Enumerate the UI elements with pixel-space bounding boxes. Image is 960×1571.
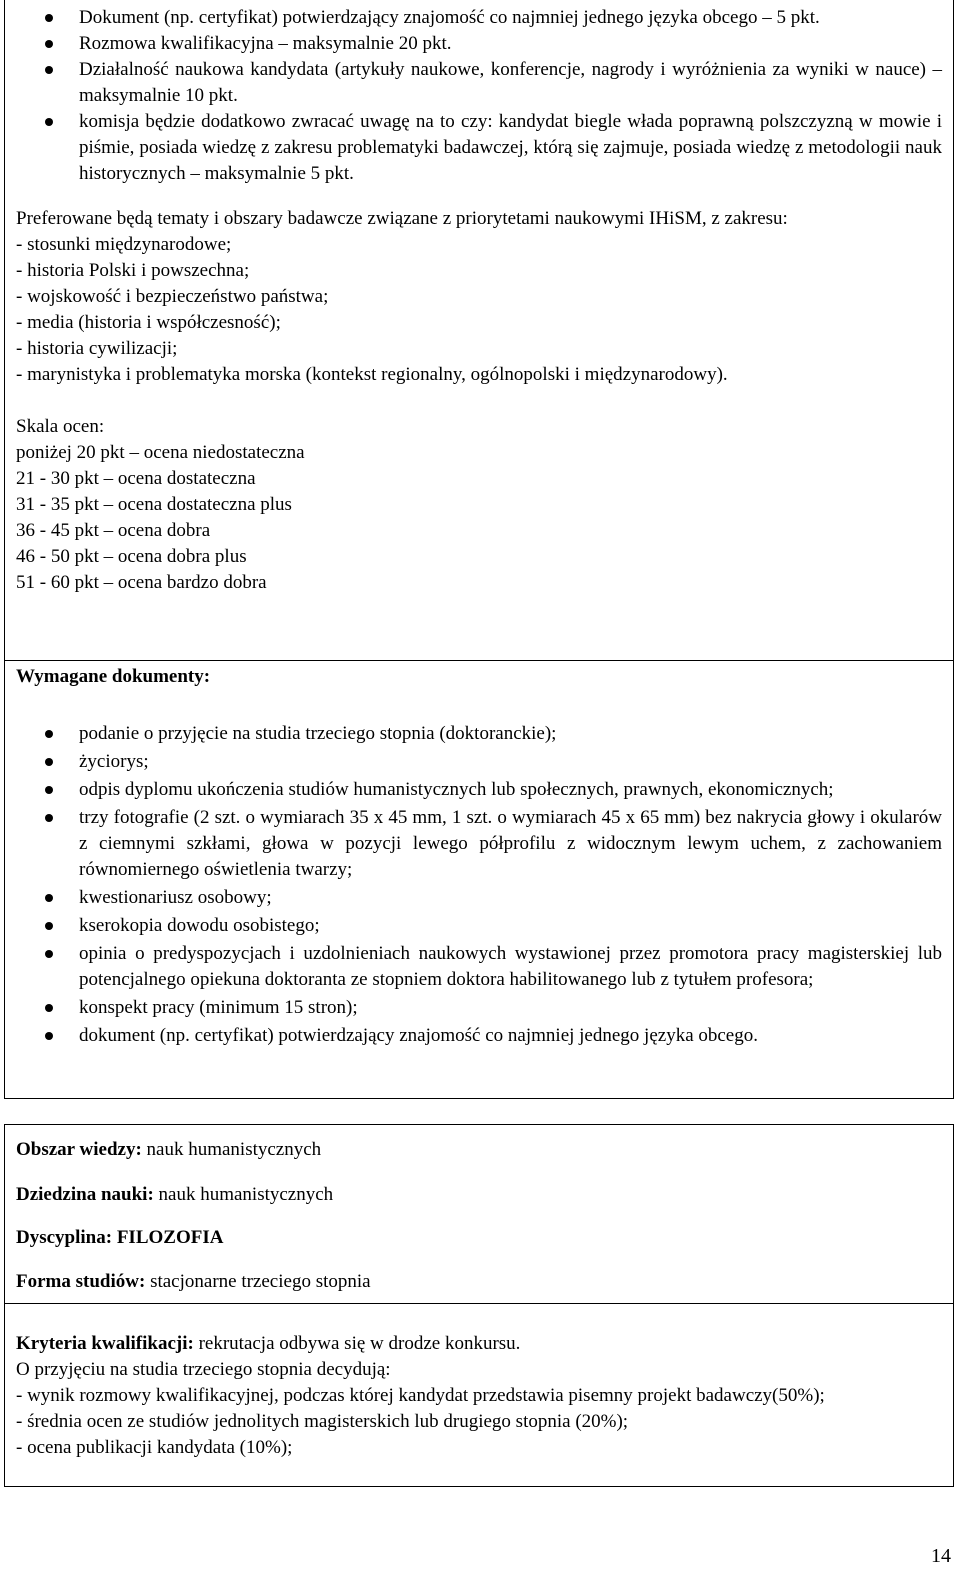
forma-studiow: Forma studiów: stacjonarne trzeciego stopnia xyxy=(16,1271,371,1292)
bullet-icon xyxy=(45,1004,53,1012)
preferred-item: - historia cywilizacji; xyxy=(16,338,178,359)
program-info-section xyxy=(4,1124,954,1304)
bullet-icon xyxy=(45,786,53,794)
preferred-item: - marynistyka i problematyka morska (kontekst regionalny, ogólnopolski i międzynarodowy). xyxy=(16,364,728,385)
list-item: Dokument (np. certyfikat) potwierdzający znajomość co najmniej jednego języka obcego – 5 pkt. xyxy=(5,5,942,31)
dyscyplina: Dyscyplina: FILOZOFIA xyxy=(16,1227,224,1248)
decide-item: - wynik rozmowy kwalifikacyjnej, podczas której kandydat przedstawia pisemny projekt badawczy(50%); xyxy=(16,1385,825,1406)
bullet-icon xyxy=(45,1032,53,1040)
bullet-icon xyxy=(45,66,53,74)
kryteria: Kryteria kwalifikacji: rekrutacja odbywa się w drodze konkursu. xyxy=(16,1333,521,1354)
bullet-icon xyxy=(45,14,53,22)
list-item: podanie o przyjęcie na studia trzeciego stopnia (doktoranckie); xyxy=(5,721,942,747)
bullet-icon xyxy=(45,894,53,902)
criteria-section xyxy=(4,0,954,661)
bullet-icon xyxy=(45,40,53,48)
bullet-icon xyxy=(45,950,53,958)
bullet-icon xyxy=(45,814,53,822)
list-item: życiorys; xyxy=(5,749,942,775)
decide-item: - ocena publikacji kandydata (10%); xyxy=(16,1437,293,1458)
documents-list xyxy=(5,721,953,1049)
dziedzina-nauki: Dziedzina nauki: nauk humanistycznych xyxy=(16,1184,334,1205)
list-item: komisja będzie dodatkowo zwracać uwagę na to czy: kandydat biegle włada poprawną polszczyzną w mowie i piśmie, posiada wiedzę z zakresu problematyki badawczej, którą się zajmuje, posiada wiedzę z metodologii nauk historycznych – maksymalnie 5 pkt. xyxy=(5,109,942,187)
scale-item: 46 - 50 pkt – ocena dobra plus xyxy=(16,546,247,567)
preferred-item: - wojskowość i bezpieczeństwo państwa; xyxy=(16,286,329,307)
list-item: kwestionariusz osobowy; xyxy=(5,885,942,911)
list-item: kserokopia dowodu osobistego; xyxy=(5,913,942,939)
scale-item: poniżej 20 pkt – ocena niedostateczna xyxy=(16,442,305,463)
scale-title: Skala ocen: xyxy=(16,416,105,437)
page-number: 14 xyxy=(931,1545,951,1567)
scale-item: 21 - 30 pkt – ocena dostateczna xyxy=(16,468,256,489)
decide-line: O przyjęciu na studia trzeciego stopnia decydują: xyxy=(16,1359,391,1380)
qualification-criteria-section xyxy=(4,1303,954,1487)
bullet-icon xyxy=(45,922,53,930)
list-item: opinia o predyspozycjach i uzdolnieniach naukowych wystawionej przez promotora pracy magisterskiej lub potencjalnego opiekuna doktoranta ze stopniem doktora habilitowanego lub z tytułem profesora; xyxy=(5,941,942,993)
list-item: konspekt pracy (minimum 15 stron); xyxy=(5,995,942,1021)
decide-item: - średnia ocen ze studiów jednolitych magisterskich lub drugiego stopnia (20%); xyxy=(16,1411,629,1432)
preferred-intro: Preferowane będą tematy i obszary badawcze związane z priorytetami naukowymi IHiSM, z zakresu: xyxy=(16,208,788,229)
preferred-item: - media (historia i współczesność); xyxy=(16,312,281,333)
bullet-icon xyxy=(45,118,53,126)
obszar-wiedzy: Obszar wiedzy: nauk humanistycznych xyxy=(16,1139,322,1160)
bullet-icon xyxy=(45,758,53,766)
list-item: odpis dyplomu ukończenia studiów humanistycznych lub społecznych, prawnych, ekonomicznych; xyxy=(5,777,942,803)
list-item: dokument (np. certyfikat) potwierdzający znajomość co najmniej jednego języka obcego. xyxy=(5,1023,942,1049)
criteria-list xyxy=(5,5,953,187)
list-item: Rozmowa kwalifikacyjna – maksymalnie 20 pkt. xyxy=(5,31,942,57)
section-heading: Wymagane dokumenty: xyxy=(16,666,211,687)
list-item: trzy fotografie (2 szt. o wymiarach 35 x 45 mm, 1 szt. o wymiarach 45 x 65 mm) bez nakrycia głowy i okularów z ciemnymi szkłami, głowa w pozycji lewego półprofilu z widocznym lewym uchem, z zachowaniem równomiernego oświetlenia twarzy; xyxy=(5,805,942,883)
preferred-item: - stosunki międzynarodowe; xyxy=(16,234,232,255)
scale-item: 31 - 35 pkt – ocena dostateczna plus xyxy=(16,494,292,515)
bullet-icon xyxy=(45,730,53,738)
scale-item: 36 - 45 pkt – ocena dobra xyxy=(16,520,211,541)
preferred-item: - historia Polski i powszechna; xyxy=(16,260,250,281)
scale-item: 51 - 60 pkt – ocena bardzo dobra xyxy=(16,572,267,593)
required-documents-section xyxy=(4,660,954,1099)
list-item: Działalność naukowa kandydata (artykuły naukowe, konferencje, nagrody i wyróżnienia za wyniki w nauce) – maksymalnie 10 pkt. xyxy=(5,57,942,109)
